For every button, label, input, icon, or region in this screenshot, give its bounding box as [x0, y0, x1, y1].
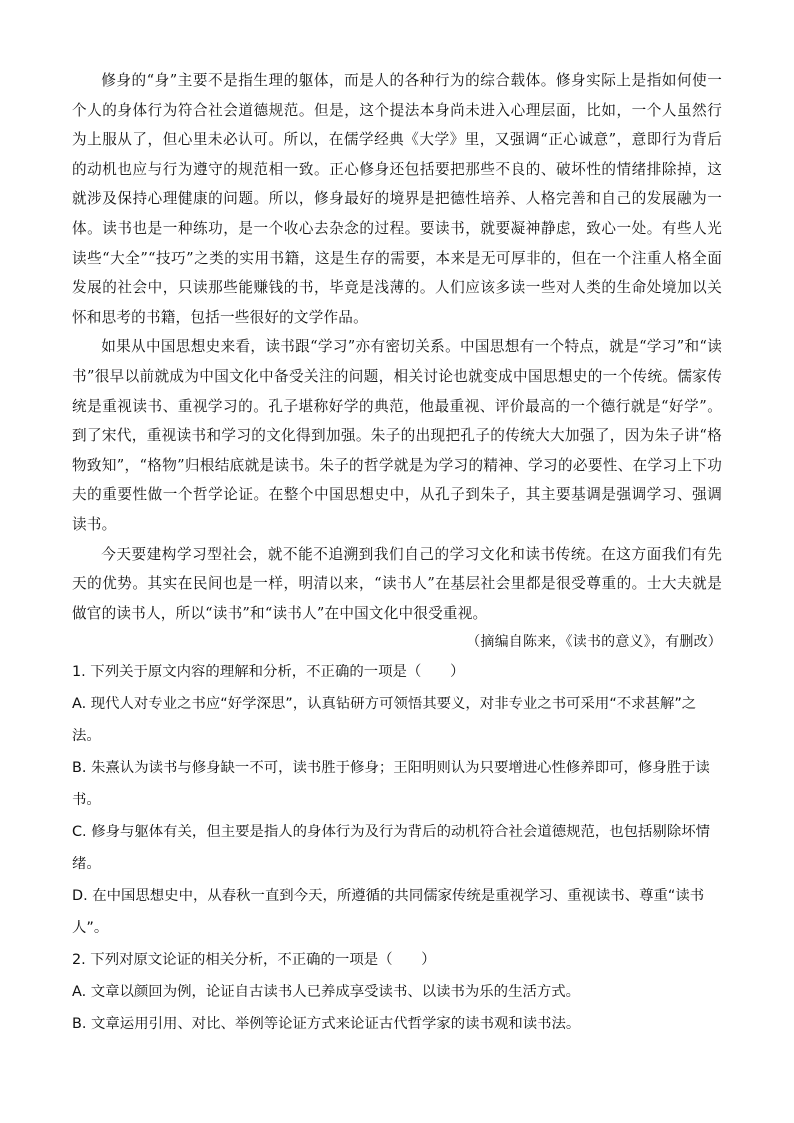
passage-paragraph-3: 今天要建构学习型社会，就不能不追溯到我们自己的学习文化和读书传统。在这方面我们有先天的优势。其实在民间也是一样，明清以来，“读书人”在基层社会里都是很受尊重的。士大夫就是做官的读书人，所以“读书”和“读书人”在中国文化中很受重视。 [72, 545, 722, 622]
question-1-option-b: B. 朱熹认为读书与修身缺一不可，读书胜于修身；王阳明则认为只要增进心性修养即可，修身胜于读书。 [72, 760, 710, 808]
question-1-option-c: C. 修身与躯体有关，但主要是指人的身体行为及行为背后的动机符合社会道德规范，也包括剔除坏情绪。 [72, 824, 710, 872]
question-1-option-a: A. 现代人对专业之书应“好学深思”，认真钻研方可领悟其要义，对非专业之书可采用“不求甚解”之法。 [72, 696, 697, 744]
question-1-option-d: D. 在中国思想史中，从春秋一直到今天，所遵循的共同儒家传统是重视学习、重视读书、尊重“读书人”。 [72, 888, 705, 936]
question-1-stem: 1. 下列关于原文内容的理解和分析，不正确的一项是（ ） [72, 664, 465, 680]
question-2-option-a: A. 文章以颜回为例，论证自古读书人已养成享受读书、以读书为乐的生活方式。 [72, 984, 581, 1000]
passage-citation: （摘编自陈来，《读书的意义》，有删改） [466, 634, 722, 651]
question-section [72, 656, 722, 1040]
reading-passage [72, 66, 722, 658]
passage-paragraph-2: 如果从中国思想史来看，读书跟“学习”亦有密切关系。中国思想有一个特点，就是“学习”和“读书”很早以前就成为中国文化中备受关注的问题，相关讨论也就变成中国思想史的一个传统。儒家传统是重视读书、重视学习的。孔子堪称好学的典范，他最重视、评价最高的一个德行就是“好学”。到了宋代，重视读书和学习的文化得到加强。朱子的出现把孔子的传统大大加强了，因为朱子讲“格物致知”，“格物”归根结底就是读书。朱子的哲学就是为学习的精神、学习的必要性、在学习上下功夫的重要性做一个哲学论证。在整个中国思想史中，从孔子到朱子，其主要基调是强调学习、强调读书。 [72, 338, 722, 533]
question-2-stem: 2. 下列对原文论证的相关分析，不正确的一项是（ ） [72, 952, 436, 968]
passage-paragraph-1: 修身的“身”主要不是指生理的躯体，而是人的各种行为的综合载体。修身实际上是指如何使一个人的身体行为符合社会道德规范。但是，这个提法本身尚未进入心理层面，比如，一个人虽然行为上服从了，但心里未必认可。所以，在儒学经典《大学》里，又强调“正心诚意”，意即行为背后的动机也应与行为遵守的规范相一致。正心修身还包括要把那些不良的、破坏性的情绪排除掉，这就涉及保持心理健康的问题。所以，修身最好的境界是把德性培养、人格完善和自己的发展融为一体。读书也是一种练功，是一个收心去杂念的过程。要读书，就要凝神静虑，致心一处。有些人光读些“大全”“技巧”之类的实用书籍，这是生存的需要，本来是无可厚非的，但在一个注重人格全面发展的社会中，只读那些能赚钱的书，毕竟是浅薄的。人们应该多读一些对人类的生命处境加以关怀和思考的书籍，包括一些很好的文学作品。 [72, 72, 722, 326]
question-2-option-b: B. 文章运用引用、对比、举例等论证方式来论证古代哲学家的读书观和读书法。 [72, 1016, 581, 1032]
